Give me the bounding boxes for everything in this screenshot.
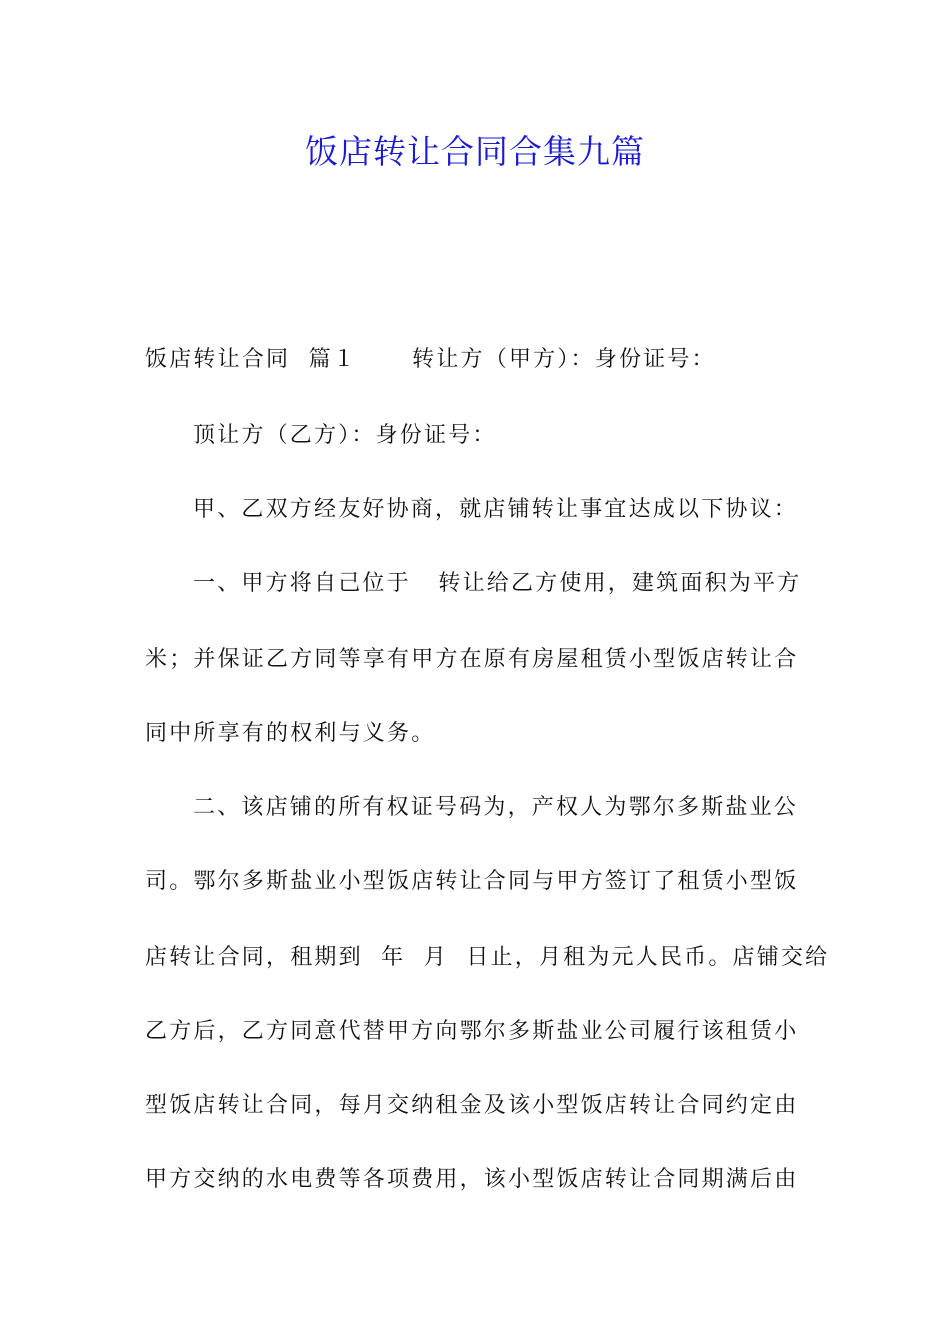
paragraph-line: 二、该店铺的所有权证号码为，产权人为鄂尔多斯盐业公: [193, 795, 799, 820]
paragraph-line: 型饭店转让合同，每月交纳租金及该小型饭店转让合同约定由: [145, 1093, 799, 1118]
paragraph-line: 饭店转让合同 篇１ 转让方（甲方）：身份证号：: [145, 347, 716, 372]
paragraph-line: 同中所享有的权利与义务。: [145, 721, 436, 746]
paragraph-line: 米；并保证乙方同等享有甲方在原有房屋租赁小型饭店转让合: [145, 647, 799, 672]
paragraph-line: 司。鄂尔多斯盐业小型饭店转让合同与甲方签订了租赁小型饭: [145, 869, 799, 894]
paragraph-line: 店转让合同，租期到 年 月 日止，月租为元人民币。店铺交给: [145, 945, 830, 970]
paragraph-line: 甲、乙双方经友好协商，就店铺转让事宜达成以下协议：: [193, 497, 799, 522]
paragraph-line: 乙方后，乙方同意代替甲方向鄂尔多斯盐业公司履行该租赁小: [145, 1019, 799, 1044]
document-title: 饭店转让合同合集九篇: [305, 132, 645, 171]
paragraph-line: 一、甲方将自己位于 转让给乙方使用，建筑面积为平方: [193, 571, 802, 596]
paragraph-line: 甲方交纳的水电费等各项费用，该小型饭店转让合同期满后由: [145, 1167, 799, 1192]
paragraph-line: 顶让方（乙方）：身份证号：: [193, 423, 497, 448]
